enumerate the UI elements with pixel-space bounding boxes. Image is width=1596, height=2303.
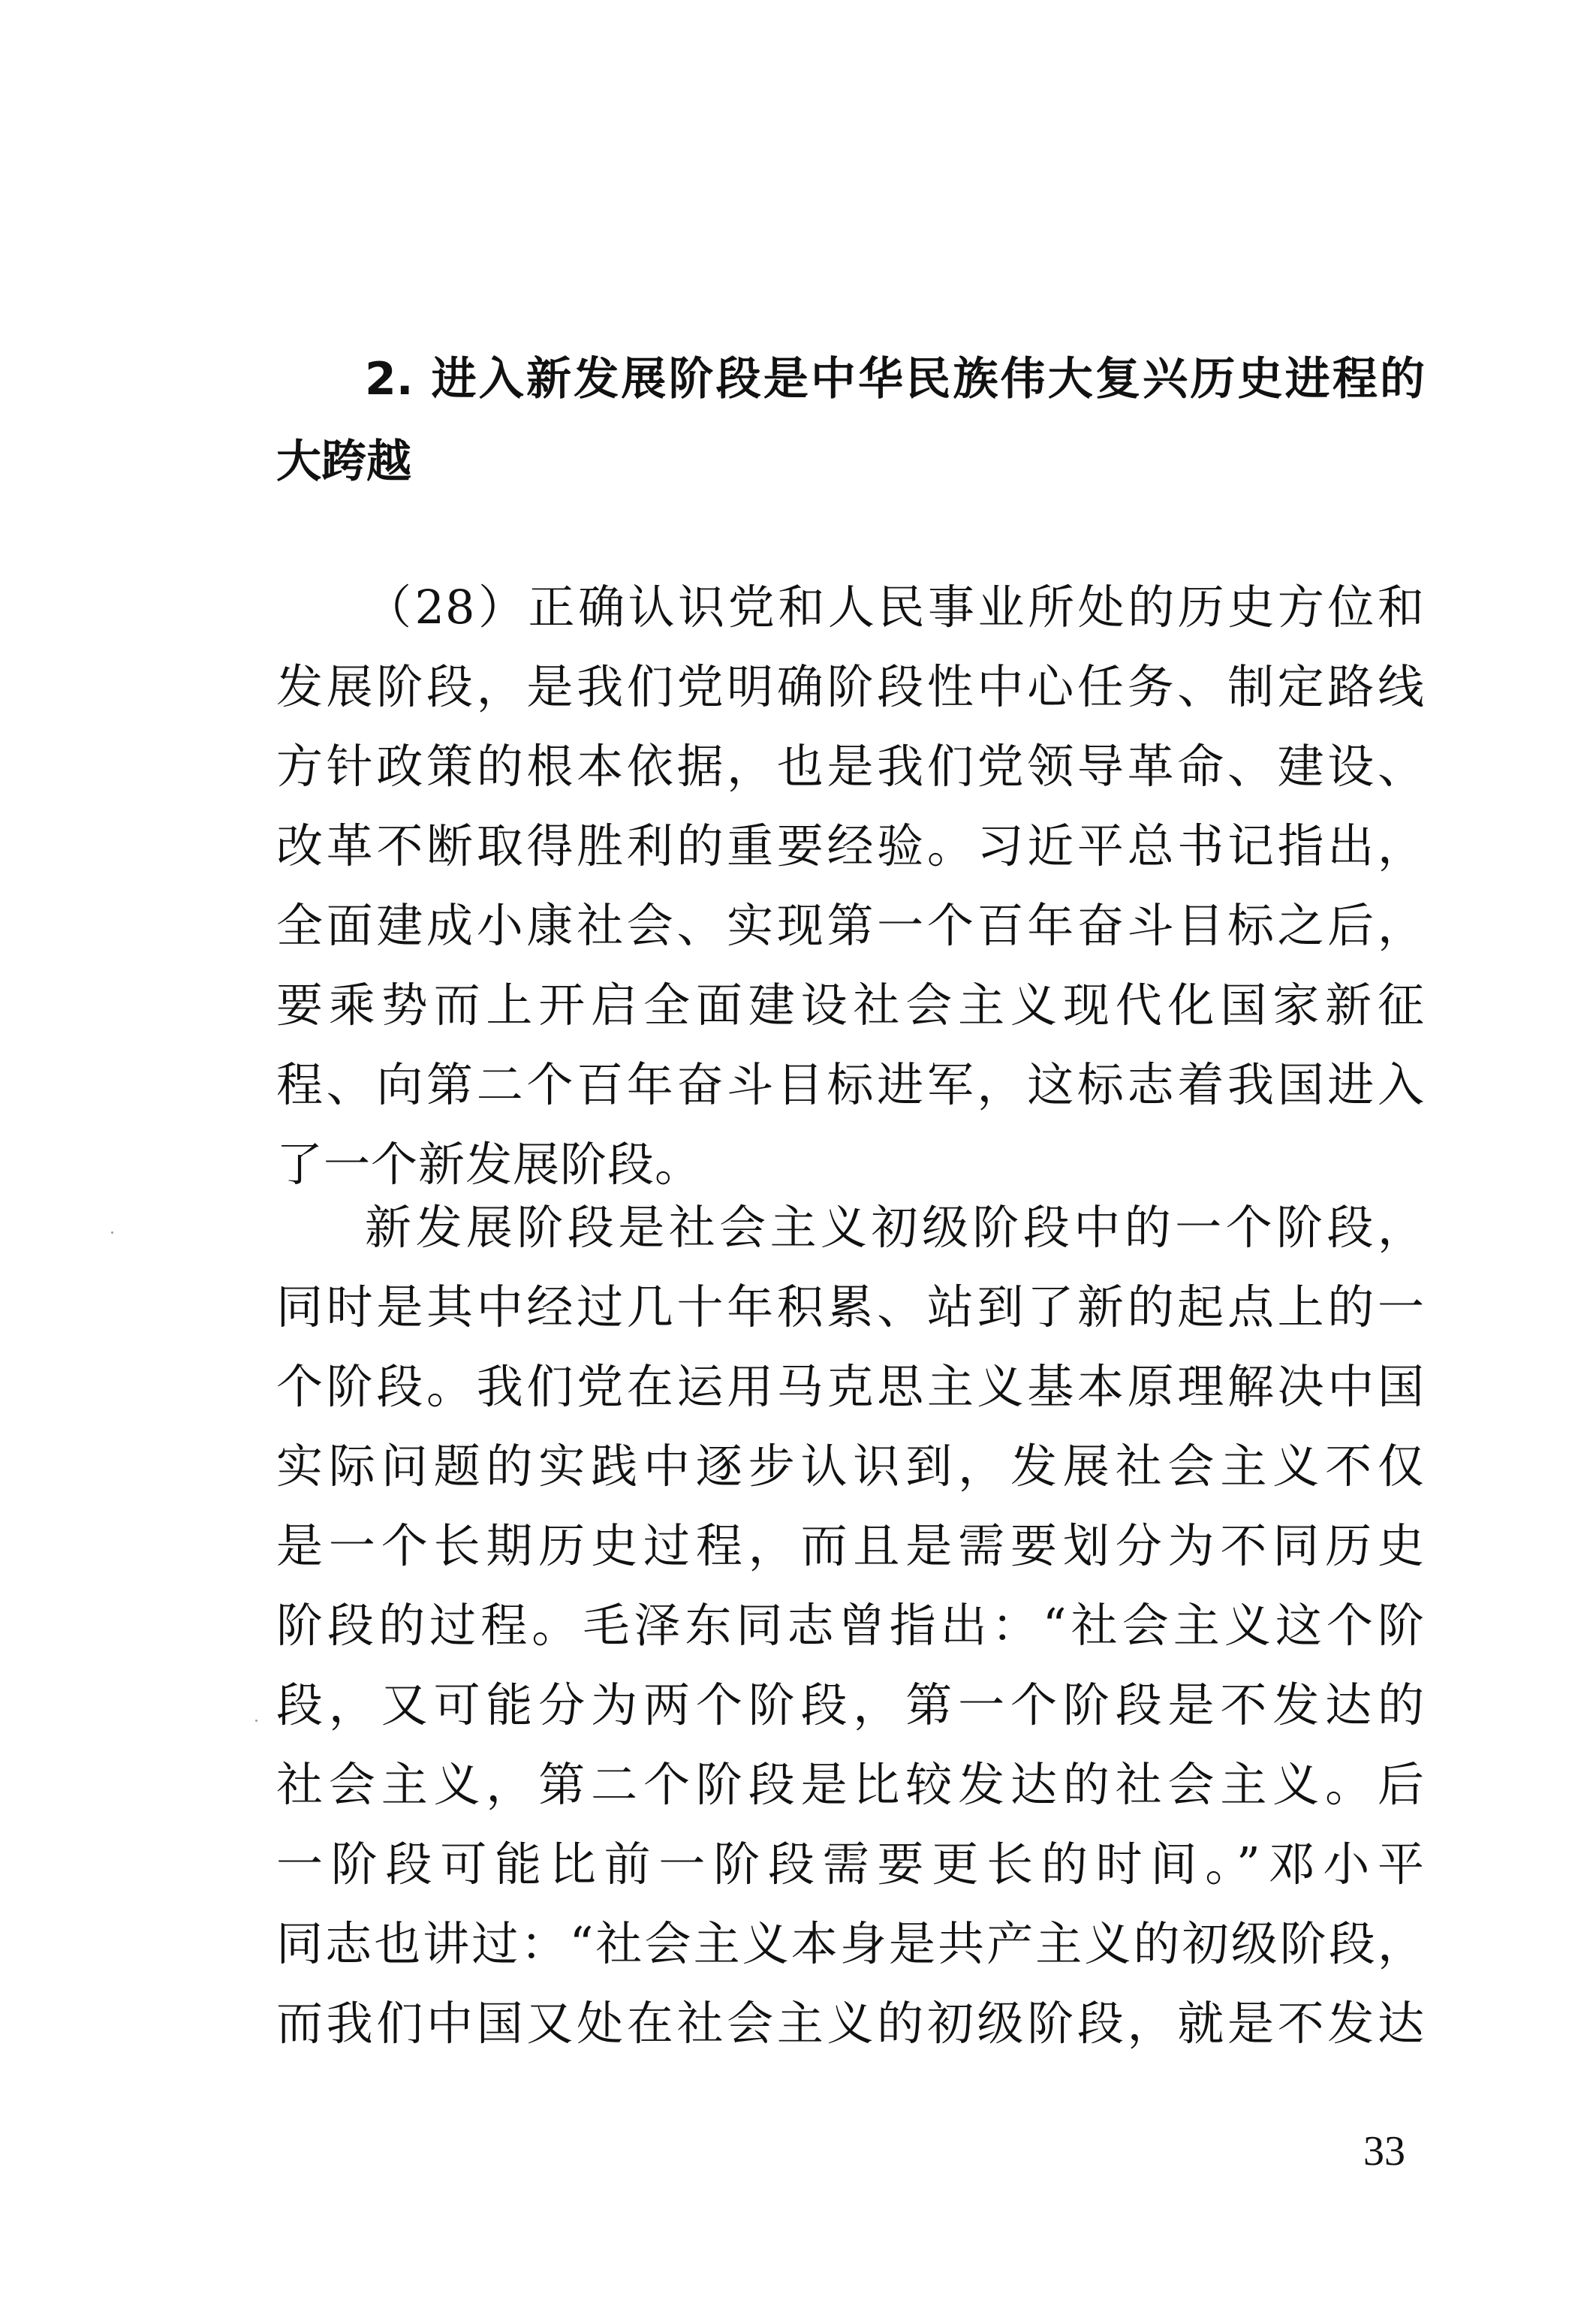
text-line: 个阶段。我们党在运用马克思主义基本原理解决中国: [276, 1359, 1425, 1414]
text-line: 阶段的过程。毛泽东同志曾指出：“社会主义这个阶: [276, 1598, 1425, 1653]
heading-line: 大跨越: [276, 436, 411, 488]
text-line: 同志也讲过：“社会主义本身是共产主义的初级阶段，: [276, 1916, 1425, 1971]
text-line: 了一个新发展阶段。: [276, 1137, 703, 1192]
heading-line: 2. 进入新发展阶段是中华民族伟大复兴历史进程的: [365, 353, 1425, 405]
text-line: 程、向第二个百年奋斗目标进军，这标志着我国进入: [276, 1057, 1425, 1112]
text-line: 新发展阶段是社会主义初级阶段中的一个阶段，: [365, 1200, 1425, 1255]
text-line: 要乘势而上开启全面建设社会主义现代化国家新征: [276, 978, 1425, 1032]
scan-speck: [111, 1231, 113, 1234]
text-line: 社会主义，第二个阶段是比较发达的社会主义。后: [276, 1757, 1425, 1812]
text-line: 一阶段可能比前一阶段需要更长的时间。”邓小平: [276, 1837, 1425, 1892]
text-line: 而我们中国又处在社会主义的初级阶段，就是不发达: [276, 1996, 1425, 2051]
text-line: （28）正确认识党和人民事业所处的历史方位和: [365, 580, 1425, 635]
paragraph: [276, 568, 1425, 1204]
text-line: 发展阶段，是我们党明确阶段性中心任务、制定路线: [276, 659, 1425, 714]
text-line: 是一个长期历史过程，而且是需要划分为不同历史: [276, 1518, 1425, 1573]
paragraph: [276, 1188, 1425, 2063]
text-line: 实际问题的实践中逐步认识到，发展社会主义不仅: [276, 1439, 1425, 1494]
text-line: 段，又可能分为两个阶段，第一个阶段是不发达的: [276, 1678, 1425, 1732]
scan-speck: [255, 1720, 257, 1722]
text-line: 方针政策的根本依据，也是我们党领导革命、建设、: [276, 739, 1425, 794]
page-number: 33: [1363, 2128, 1405, 2175]
section-heading: [276, 338, 1425, 503]
text-line: 改革不断取得胜利的重要经验。习近平总书记指出，: [276, 818, 1425, 873]
text-line: 全面建成小康社会、实现第一个百年奋斗目标之后，: [276, 898, 1425, 953]
text-line: 同时是其中经过几十年积累、站到了新的起点上的一: [276, 1280, 1425, 1334]
